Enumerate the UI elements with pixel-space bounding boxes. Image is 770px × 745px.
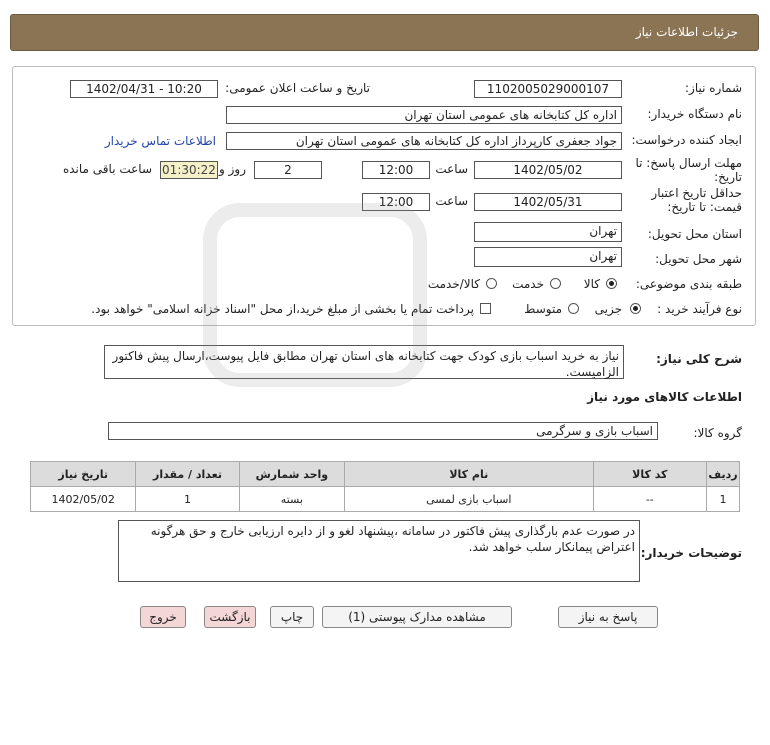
province-field: تهران: [474, 222, 622, 242]
cell-date: 1402/05/02: [31, 487, 136, 512]
buyer-notes-box: در صورت عدم بارگذاری پیش فاکتور در سامانه ،پیشنهاد لغو و از دایره ارزیابی خارج و حق هرگونه اعتراض پیمانکار سلب خواهد شد.: [118, 520, 640, 582]
category-radio-goods[interactable]: [606, 278, 617, 289]
col-name: نام کالا: [345, 462, 594, 487]
validity-date-field: 1402/05/31: [474, 193, 622, 211]
col-unit: واحد شمارش: [239, 462, 344, 487]
goods-table: [30, 461, 740, 512]
table-row: [31, 487, 740, 512]
buyer-contact-link[interactable]: اطلاعات تماس خریدار: [104, 134, 216, 148]
validity-time-label: ساعت: [435, 194, 468, 208]
cell-row: 1: [707, 487, 740, 512]
table-header-row: [31, 462, 740, 487]
validity-time-field: 12:00: [362, 193, 430, 211]
print-button[interactable]: چاپ: [270, 606, 314, 628]
deadline-time-field: 12:00: [362, 161, 430, 179]
category-label: طبقه بندی موضوعی:: [635, 277, 742, 291]
deadline-time-label: ساعت: [435, 162, 468, 176]
page-title: جزئیات اطلاعات نیاز: [635, 25, 738, 39]
category-radio-goods-service[interactable]: [486, 278, 497, 289]
purchase-radio-partial[interactable]: [630, 303, 641, 314]
creator-label: ایجاد کننده درخواست:: [631, 133, 742, 147]
announce-label: تاریخ و ساعت اعلان عمومی:: [225, 81, 370, 95]
category-radio-service[interactable]: [550, 278, 561, 289]
goods-section-title: اطلاعات کالاهای مورد نیاز: [587, 390, 742, 404]
remaining-label: ساعت باقی مانده: [62, 162, 152, 176]
purchase-type-label: نوع فرآیند خرید :: [657, 302, 742, 316]
deadline-date-field: 1402/05/02: [474, 161, 622, 179]
col-code: کد کالا: [593, 462, 707, 487]
cell-name: اسباب بازی لمسی: [345, 487, 594, 512]
province-label: استان محل تحویل:: [647, 227, 742, 241]
buyer-org-label: نام دستگاه خریدار:: [647, 107, 742, 121]
summary-label: شرح کلی نیاز:: [656, 352, 742, 366]
goods-group-field: اسباب بازی و سرگرمی: [108, 422, 658, 440]
goods-group-label: گروه کالا:: [693, 426, 742, 440]
city-field: تهران: [474, 247, 622, 267]
purchase-option-medium: متوسط: [524, 302, 562, 316]
reply-button[interactable]: پاسخ به نیاز: [558, 606, 658, 628]
city-label: شهر محل تحویل:: [655, 252, 742, 266]
cell-unit: بسته: [239, 487, 344, 512]
exit-button[interactable]: خروج: [140, 606, 186, 628]
need-number-label: شماره نیاز:: [685, 81, 742, 95]
need-number-field: 1102005029000107: [474, 80, 622, 98]
buyer-org-field: اداره کل کتابخانه های عمومی استان تهران: [226, 106, 622, 124]
payment-note: پرداخت تمام یا بخشی از مبلغ خرید،از محل "اسناد خزانه اسلامی" خواهد بود.: [91, 302, 474, 316]
page-header: [10, 14, 759, 51]
category-option-goods-service: کالا/خدمت: [427, 277, 480, 291]
days-label: روز و: [219, 162, 246, 176]
category-option-goods: کالا: [583, 277, 600, 291]
treasury-checkbox[interactable]: [480, 303, 491, 314]
validity-label: حداقل تاریخ اعتبار قیمت: تا تاریخ:: [651, 186, 742, 214]
attachments-button[interactable]: مشاهده مدارک پیوستی (1): [322, 606, 512, 628]
col-quantity: تعداد / مقدار: [136, 462, 239, 487]
days-remaining-field: 2: [254, 161, 322, 179]
creator-field: جواد جعفری کارپرداز اداره کل کتابخانه های عمومی استان تهران: [226, 132, 622, 150]
back-button[interactable]: بازگشت: [204, 606, 256, 628]
col-row: ردیف: [707, 462, 740, 487]
buyer-notes-label: توضیحات خریدار:: [640, 546, 742, 560]
cell-quantity: 1: [136, 487, 239, 512]
cell-code: --: [593, 487, 707, 512]
col-date: تاریخ نیاز: [31, 462, 136, 487]
purchase-option-partial: جزیی: [594, 302, 622, 316]
deadline-label: مهلت ارسال پاسخ: تا تاریخ:: [635, 156, 742, 184]
summary-box: نیاز به خرید اسباب بازی کودک جهت کتابخانه های استان تهران مطابق فایل پیوست،ارسال پیش فاکتور الزامیست.: [104, 345, 624, 379]
announce-field: 1402/04/31 - 10:20: [70, 80, 218, 98]
category-option-service: خدمت: [512, 277, 544, 291]
remaining-time-field: 01:30:22: [160, 161, 218, 179]
purchase-radio-medium[interactable]: [568, 303, 579, 314]
